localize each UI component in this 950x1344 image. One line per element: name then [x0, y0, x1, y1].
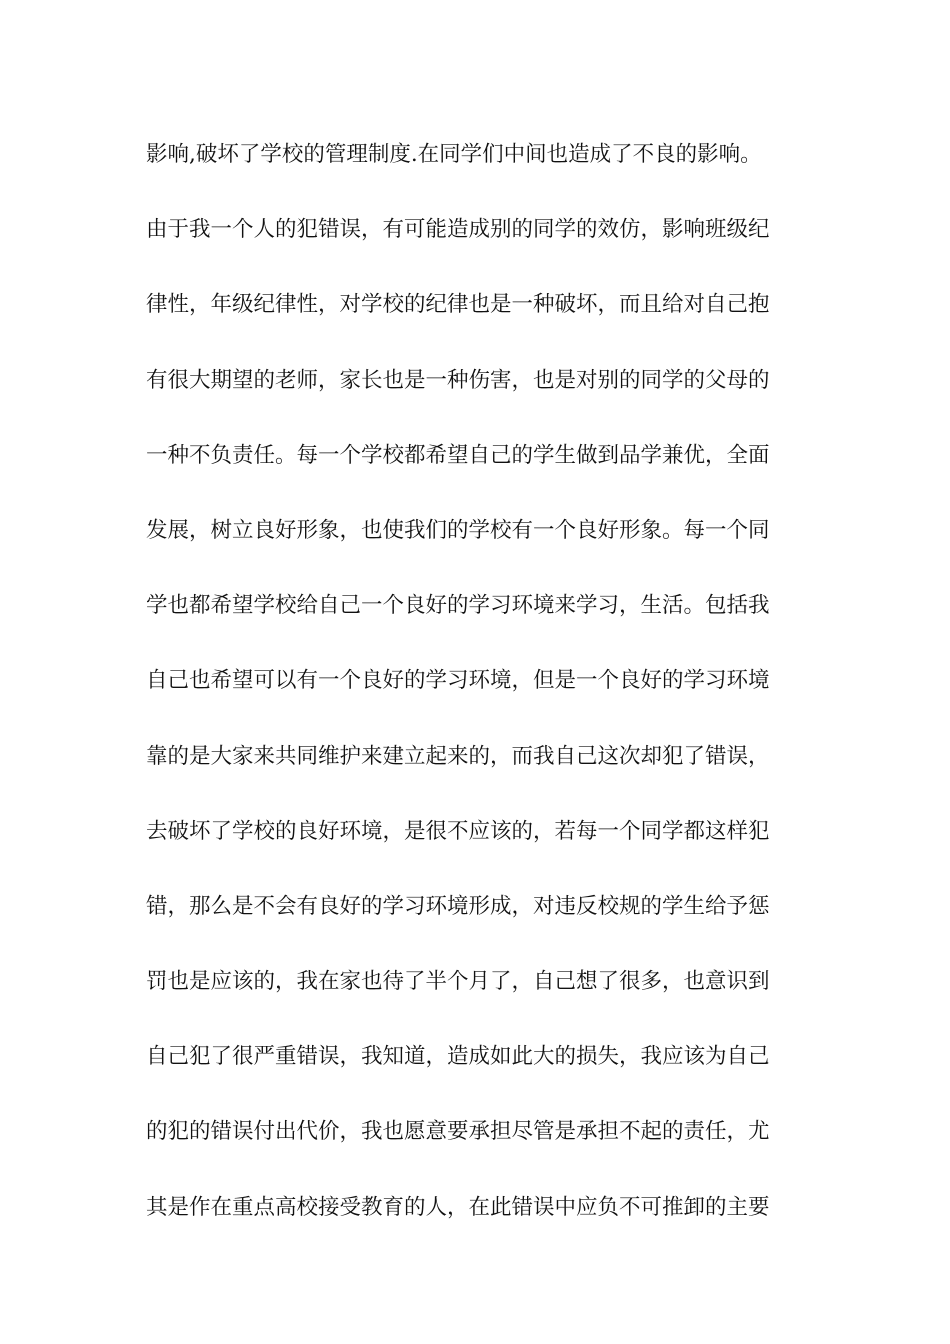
text-line: 其是作在重点高校接受教育的人，在此错误中应负不可推卸的主要	[146, 1194, 770, 1220]
text-line: 一种不负责任。每一个学校都希望自己的学生做到品学兼优，全面	[146, 442, 770, 468]
text-line: 发展，树立良好形象，也使我们的学校有一个良好形象。每一个同	[146, 517, 770, 543]
body-text	[146, 135, 826, 1263]
text-line: 靠的是大家来共同维护来建立起来的，而我自己这次却犯了错误，	[146, 743, 770, 769]
text-line: 影响,破坏了学校的管理制度.在同学们中间也造成了不良的影响。	[146, 142, 762, 167]
text-line: 由于我一个人的犯错误，有可能造成别的同学的效仿，影响班级纪	[146, 217, 770, 243]
text-line: 律性，年级纪律性，对学校的纪律也是一种破坏，而且给对自己抱	[146, 292, 770, 318]
text-line: 有很大期望的老师，家长也是一种伤害，也是对别的同学的父母的	[146, 367, 770, 393]
text-line: 自己也希望可以有一个良好的学习环境，但是一个良好的学习环境	[146, 668, 770, 694]
text-line: 错，那么是不会有良好的学习环境形成，对违反校规的学生给予惩	[146, 893, 770, 919]
text-line: 去破坏了学校的良好环境，是很不应该的，若每一个同学都这样犯	[146, 818, 770, 844]
text-line: 自己犯了很严重错误，我知道，造成如此大的损失，我应该为自己	[146, 1044, 770, 1070]
text-line: 罚也是应该的，我在家也待了半个月了，自己想了很多，也意识到	[146, 969, 770, 995]
text-line: 学也都希望学校给自己一个良好的学习环境来学习，生活。包括我	[146, 593, 770, 619]
text-line: 的犯的错误付出代价，我也愿意要承担尽管是承担不起的责任，尤	[146, 1119, 770, 1145]
